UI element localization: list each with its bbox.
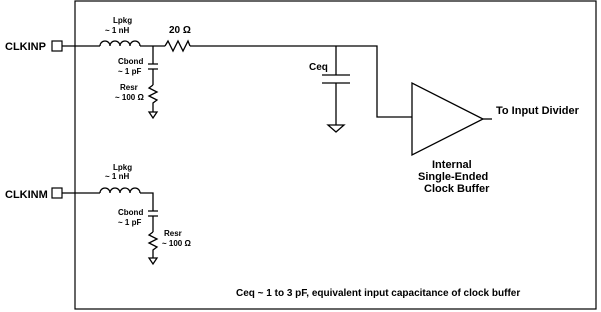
series-resistor-20-ohm [165, 41, 190, 51]
cbond-capacitor-top [148, 64, 158, 69]
resr-resistor-bottom [149, 232, 157, 258]
resr-bottom-value: ~ 100 Ω [162, 239, 191, 248]
ground-symbol-bottom [149, 258, 157, 264]
clock-buffer-triangle [412, 83, 483, 155]
ceq-label: Ceq [309, 62, 328, 73]
clkinm-pin-label: CLKINM [5, 189, 48, 201]
cbond-bottom-name: Cbond [118, 208, 144, 217]
cbond-top-name: Cbond [118, 57, 144, 66]
resr-bottom-name: Resr [164, 229, 182, 238]
ground-symbol-ceq [328, 125, 344, 132]
buffer-label-line2: Single-Ended [418, 171, 489, 183]
footnote: Ceq ~ 1 to 3 pF, equivalent input capacitance of clock buffer [236, 288, 521, 299]
ceq-capacitor [322, 75, 350, 83]
cbond-capacitor-bottom [148, 211, 158, 216]
lpkg-inductor-top [100, 41, 140, 46]
lpkg-top-name: Lpkg [113, 16, 133, 25]
lpkg-bottom-name: Lpkg [113, 163, 133, 172]
buffer-label-line1: Internal [432, 159, 472, 171]
resr-top-value: ~ 100 Ω [115, 93, 144, 102]
clkinm-pin-pad [52, 188, 62, 198]
lpkg-top-value: ~ 1 nH [105, 26, 130, 35]
cbond-top-value: ~ 1 pF [118, 67, 142, 76]
series-resistor-label: 20 Ω [169, 25, 191, 36]
cbond-bottom-value: ~ 1 pF [118, 218, 142, 227]
top-main-wire [190, 46, 412, 117]
clkinp-pin-label: CLKINP [5, 41, 46, 53]
buffer-label-line3: Clock Buffer [424, 183, 490, 195]
lpkg-bottom-value: ~ 1 nH [105, 172, 130, 181]
resr-top-name: Resr [120, 83, 138, 92]
lpkg-inductor-bottom [100, 188, 140, 193]
resr-resistor-top [149, 85, 157, 112]
clkinp-pin-pad [52, 41, 62, 51]
output-label: To Input Divider [496, 105, 579, 117]
ground-symbol-top [149, 112, 157, 118]
